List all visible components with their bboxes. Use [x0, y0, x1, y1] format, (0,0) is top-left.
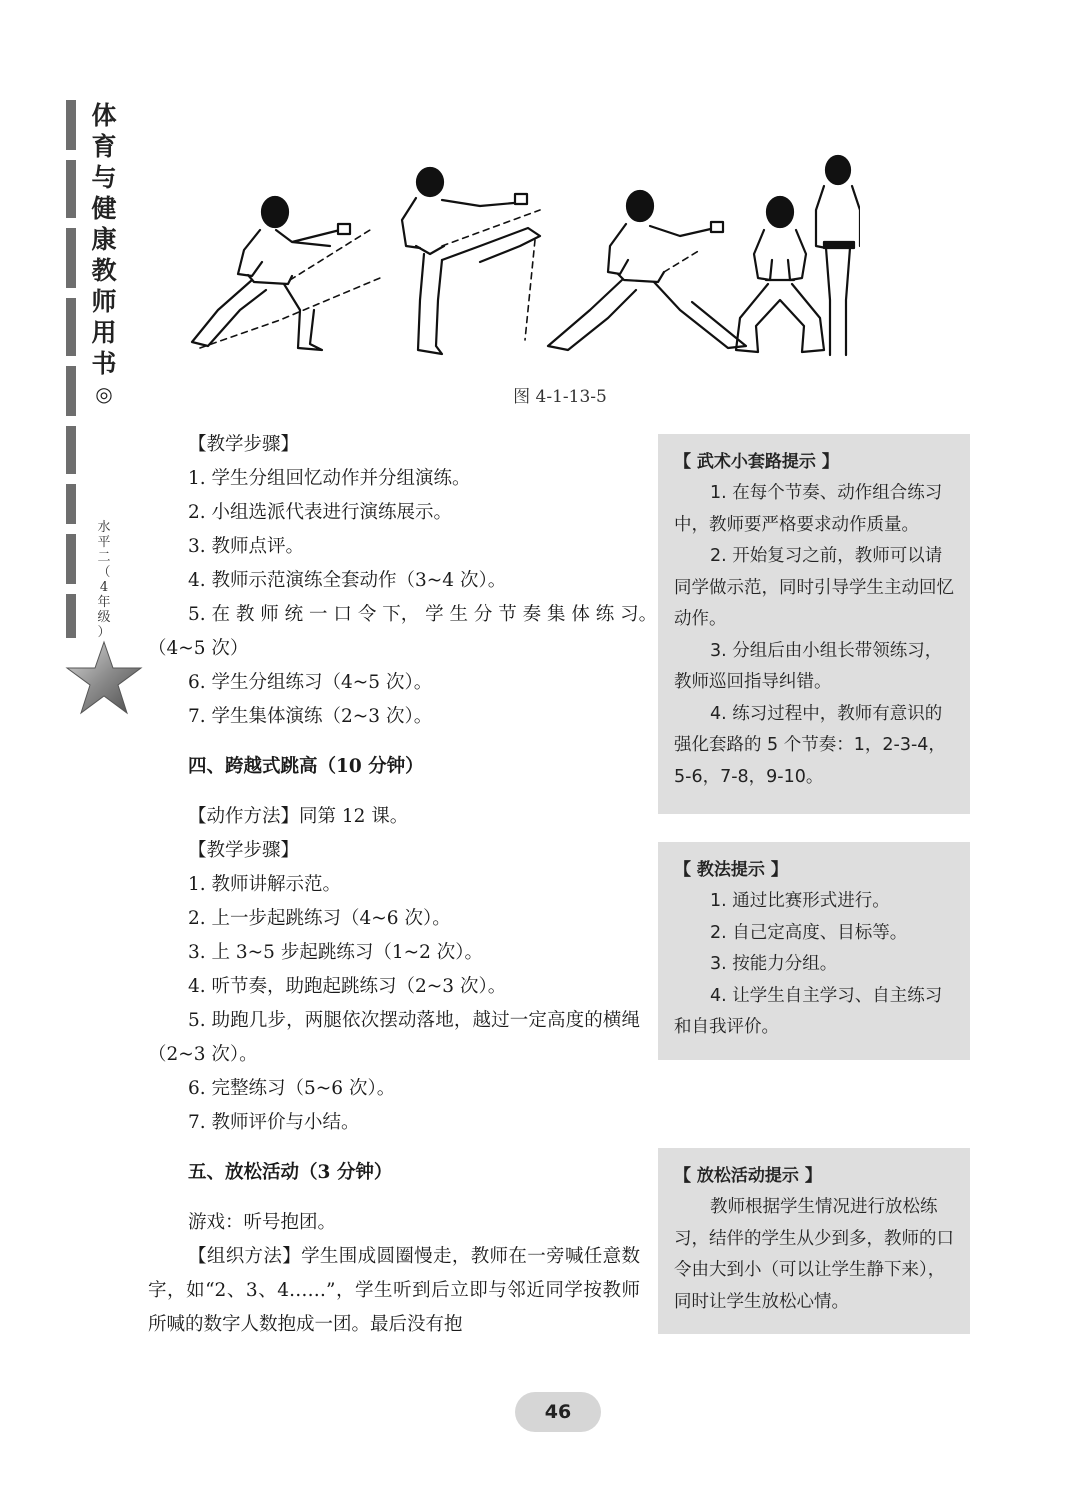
- list-item: 3. 教师点评。: [188, 536, 305, 557]
- star-icon: [64, 638, 144, 718]
- org-method-text: 【组织方法】学生围成圆圈慢走，教师在一旁喊任意数字，如“2、3、4……”，学生听到后立即与邻近同学按教师所喊的数字人数抱成一团。最后没有抱: [148, 1246, 640, 1335]
- page-number: 46: [515, 1392, 601, 1432]
- spine-bar: [66, 366, 76, 416]
- list-item: 3. 上 3~5 步起跳练习（1~2 次）。: [188, 942, 484, 963]
- section-heading: 五、放松活动（3 分钟）: [188, 1162, 393, 1183]
- martial-arts-figure: [180, 150, 860, 365]
- list-item: 1. 学生分组回忆动作并分组演练。: [188, 468, 471, 489]
- spine-bar: [66, 594, 76, 638]
- steps1-title: 【教学步骤】: [188, 434, 300, 455]
- list-item: 5. 助跑几步，两腿依次摆动落地，越过一定高度的横绳（2~3 次）。: [148, 1010, 640, 1065]
- tip-item: 1. 在每个节奏、动作组合练习中，教师要严格要求动作质量。: [674, 483, 943, 535]
- figure-pose-5: [816, 156, 860, 355]
- tip-item: 3. 按能力分组。: [710, 954, 838, 974]
- method-text: 【动作方法】同第 12 课。: [188, 806, 409, 827]
- list-item: 4. 教师示范演练全套动作（3~4 次）。: [188, 570, 507, 591]
- list-item: 7. 学生集体演练（2~3 次）。: [188, 706, 433, 727]
- list-item: 6. 完整练习（5~6 次）。: [188, 1078, 396, 1099]
- list-item: 6. 学生分组练习（4~5 次）。: [188, 672, 433, 693]
- tip-item: 教师根据学生情况进行放松练习，结伴的学生从少到多，教师的口令由大到小（可以让学生静下来），同时让学生放松心情。: [674, 1197, 954, 1312]
- tip-item: 2. 自己定高度、目标等。: [710, 922, 908, 943]
- tip-item: 4. 让学生自主学习、自主练习和自我评价。: [674, 985, 943, 1037]
- tip-item: 3. 分组后由小组长带领练习，教师巡回指导纠错。: [674, 640, 943, 692]
- list-item: 4. 听节奏，助跑起跳练习（2~3 次）。: [188, 976, 507, 997]
- figure-pose-2: [402, 168, 540, 354]
- game-text: 游戏：听号抱团。: [188, 1212, 337, 1233]
- spine-bar: [66, 426, 76, 474]
- figure-pose-1: [192, 197, 380, 350]
- tip-box-teaching: [658, 842, 970, 1060]
- tip-box-title: 【 教法提示 】: [674, 860, 788, 880]
- figure-caption: 图 4-1-13-5: [513, 387, 607, 407]
- spine-bar: [66, 484, 76, 524]
- figure-pose-3: [548, 191, 746, 350]
- tip-item: 4. 练习过程中，教师有意识的强化套路的 5 个节奏：1，2-3-4，5-6，7-8，9-10。: [674, 703, 946, 787]
- list-item: 7. 教师评价与小结。: [188, 1112, 360, 1133]
- figure-pose-4: [736, 197, 824, 352]
- main-text: [148, 428, 658, 1342]
- tip-item: 1. 通过比赛形式进行。: [710, 891, 890, 911]
- tip-box-title: 【 武术小套路提示 】: [674, 452, 839, 472]
- spine-bar: [66, 534, 76, 584]
- tip-box-wushu: [658, 434, 970, 814]
- tip-box-title: 【 放松活动提示 】: [674, 1166, 822, 1186]
- list-item: 1. 教师讲解示范。: [188, 874, 342, 895]
- steps2-title: 【教学步骤】: [188, 840, 300, 861]
- grade-level-vertical: 水 平 二 （ 4 年 级 ）: [97, 520, 111, 640]
- list-item: 2. 上一步起跳练习（4~6 次）。: [188, 908, 451, 929]
- tip-box-relax: [658, 1148, 970, 1334]
- book-title-vertical: 体 育 与 健 康 教 师 用 书 ◎: [91, 101, 117, 406]
- spine-bar: [66, 160, 76, 218]
- spine-bar: [66, 100, 76, 150]
- section-heading: 四、跨越式跳高（10 分钟）: [188, 756, 424, 777]
- tip-item: 2. 开始复习之前，教师可以请同学做示范，同时引导学生主动回忆动作。: [674, 546, 954, 629]
- list-item-continuation: （4~5 次）: [148, 638, 249, 659]
- spine-bar: [66, 228, 76, 288]
- list-item: 2. 小组选派代表进行演练展示。: [188, 502, 453, 523]
- spine-bar: [66, 298, 76, 356]
- list-item: 5. 在 教 师 统 一 口 令 下， 学 生 分 节 奏 集 体 练 习。: [188, 604, 658, 625]
